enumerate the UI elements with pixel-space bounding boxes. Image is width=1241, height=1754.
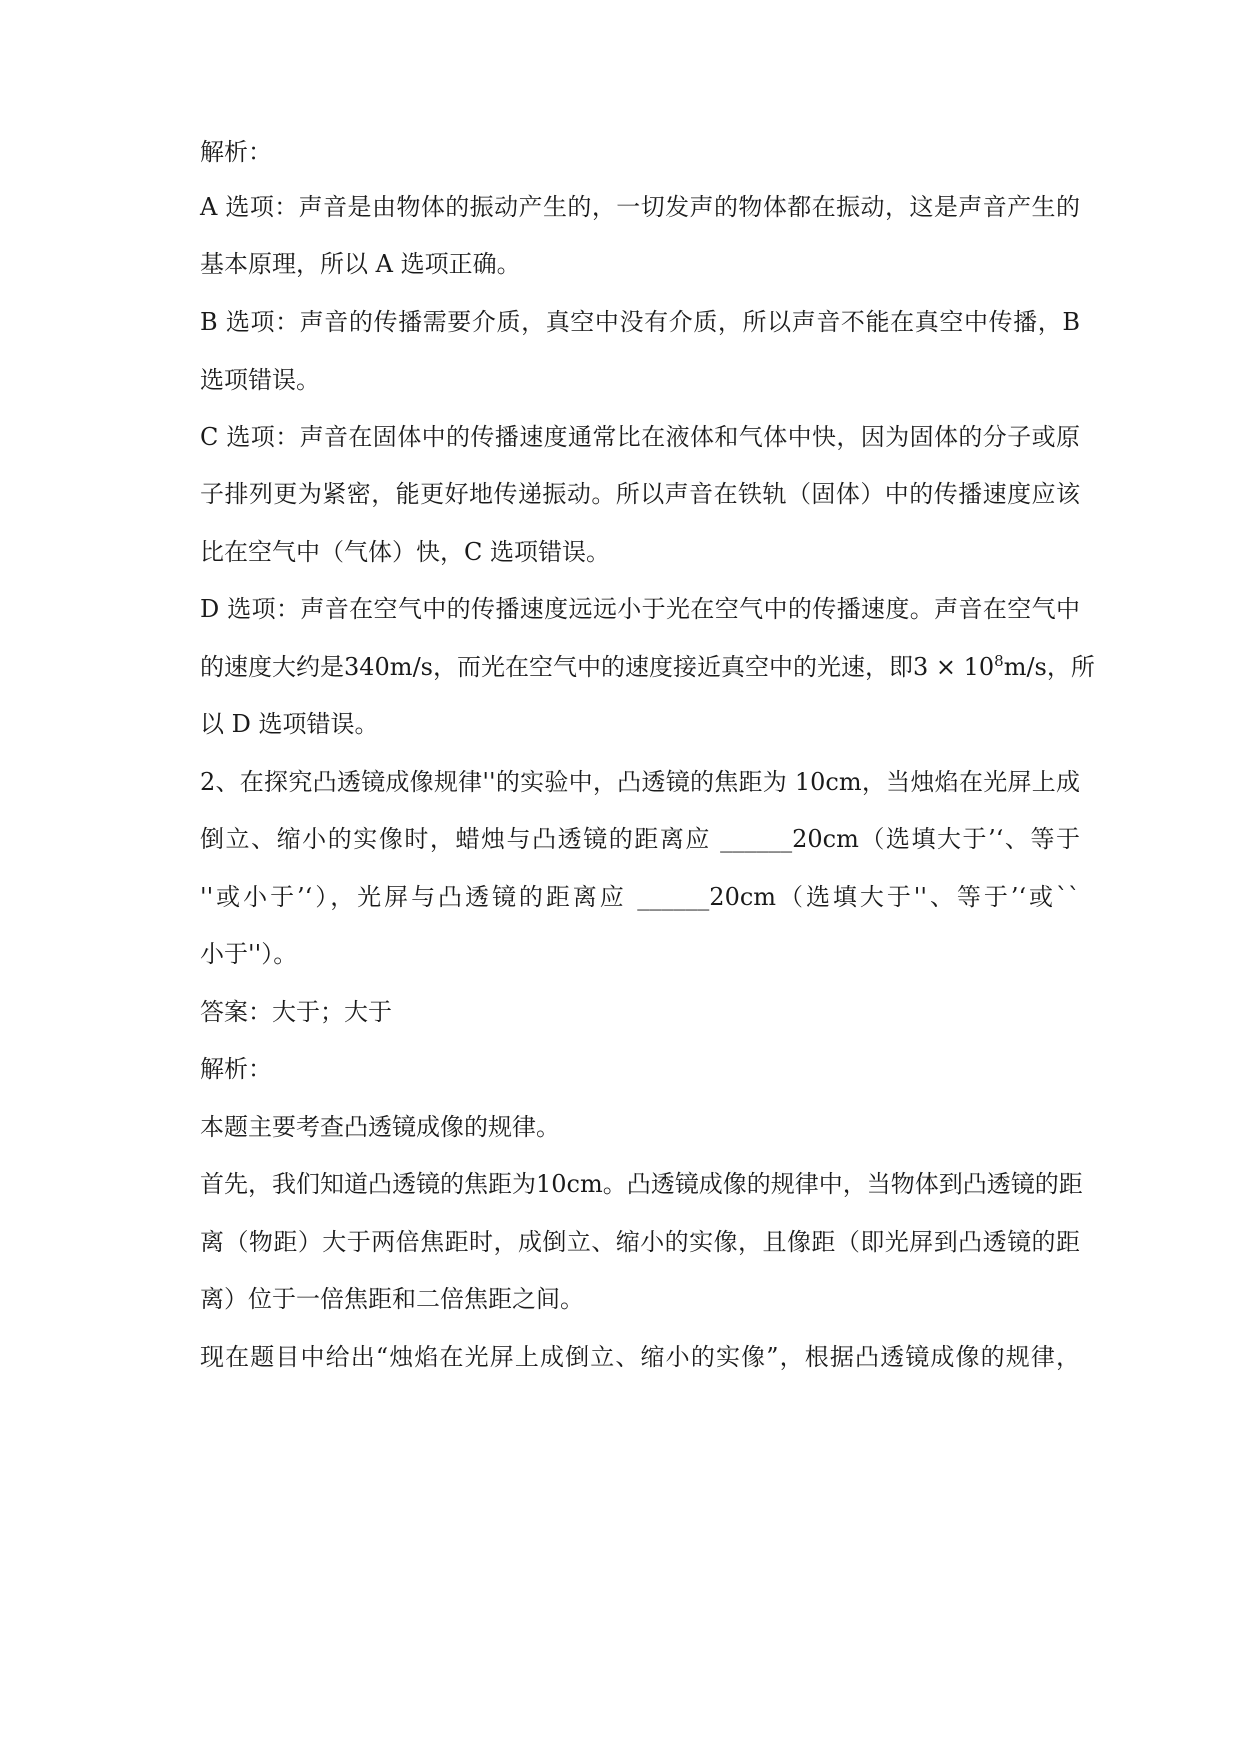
analysis-para-line-2: 离（物距）大于两倍焦距时，成倒立、缩小的实像，且像距（即光屏到凸透镜的距	[200, 1228, 1080, 1256]
analysis-conclusion-line-1: 现在题目中给出“烛焰在光屏上成倒立、缩小的实像”，根据凸透镜成像的规律，	[200, 1343, 1080, 1371]
option-a-line-2: 基本原理，所以 A 选项正确。	[200, 250, 521, 278]
question-2-line-2: 倒立、缩小的实像时，蜡烛与凸透镜的距离应 ______20cm（选填大于’‘、等于	[200, 825, 1080, 853]
exponent: 8	[994, 652, 1004, 670]
option-d-line-3: 以 D 选项错误。	[200, 710, 379, 738]
analysis-heading-1: 解析：	[200, 138, 272, 166]
question-2-line-3: ''或小于’‘），光屏与凸透镜的距离应 ______20cm（选填大于''、等于’‘或``	[200, 883, 1080, 911]
option-c-line-1: C 选项：声音在固体中的传播速度通常比在液体和气体中快，因为固体的分子或原	[200, 423, 1080, 451]
option-b-line-2: 选项错误。	[200, 366, 320, 394]
analysis-heading-2: 解析：	[200, 1055, 272, 1083]
option-c-line-2: 子排列更为紧密，能更好地传递振动。所以声音在铁轨（固体）中的传播速度应该	[200, 480, 1080, 508]
option-a-line-1: A 选项：声音是由物体的振动产生的，一切发声的物体都在振动，这是声音产生的	[200, 193, 1080, 221]
option-d-line-2	[200, 651, 1095, 683]
option-d-line-1: D 选项：声音在空气中的传播速度远远小于光在空气中的传播速度。声音在空气中	[200, 595, 1080, 623]
analysis-intro: 本题主要考查凸透镜成像的规律。	[200, 1113, 560, 1141]
analysis-para-line-1: 首先，我们知道凸透镜的焦距为10cm。凸透镜成像的规律中，当物体到凸透镜的距	[200, 1170, 1083, 1198]
question-2-line-4: 小于''）。	[200, 940, 298, 968]
option-c-line-3: 比在空气中（气体）快，C 选项错误。	[200, 538, 610, 566]
analysis-para-line-3: 离）位于一倍焦距和二倍焦距之间。	[200, 1285, 584, 1313]
option-b-line-1: B 选项：声音的传播需要介质，真空中没有介质，所以声音不能在真空中传播，B	[200, 308, 1080, 336]
answer-line: 答案：大于；大于	[200, 998, 392, 1026]
light-speed-unit: m/s，所	[1003, 653, 1095, 681]
question-2-line-1: 2、在探究凸透镜成像规律''的实验中，凸透镜的焦距为 10cm，当烛焰在光屏上成	[200, 768, 1080, 796]
light-speed-text: 的速度大约是340m/s，而光在空气中的速度接近真空中的光速，即3 × 10	[200, 653, 995, 681]
